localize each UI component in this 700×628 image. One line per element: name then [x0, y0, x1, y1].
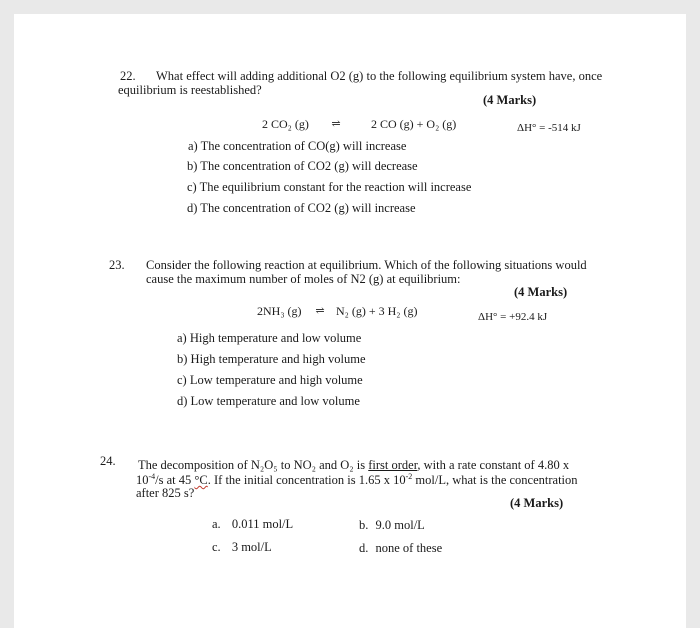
answer-option[interactable]: b) High temperature and high volume — [177, 352, 366, 366]
answer-option[interactable]: a) The concentration of CO(g) will increase — [188, 139, 407, 153]
underlined-term: first order — [368, 458, 418, 472]
answer-option[interactable]: c) The equilibrium constant for the reaction will increase — [187, 180, 472, 194]
answer-option[interactable]: d) The concentration of CO2 (g) will increase — [187, 201, 416, 215]
equilibrium-arrow-icon: ⇌ — [331, 118, 341, 130]
marks-label: (4 Marks) — [483, 93, 537, 107]
enthalpy-change: ΔH° = -514 kJ — [517, 122, 581, 134]
answer-option[interactable]: a. 0.011 mol/L — [212, 517, 294, 531]
question-number: 22. — [120, 69, 136, 83]
answer-option[interactable]: c. 3 mol/L — [212, 540, 272, 554]
question-text-line: $10^{-4}/s$ at 45 °C. If the initial concentration is 1.65 x $10^{-2}$ mol/L, what is the concentration — [136, 472, 578, 488]
answer-option[interactable]: d) Low temperature and low volume — [177, 394, 360, 408]
equation-reactants: 2 CO₂ (g) — [262, 117, 309, 131]
question-text-line: Consider the following reaction at equilibrium. Which of the following situations would — [146, 258, 587, 272]
question-text-line: cause the maximum number of moles of N2 (g) at equilibrium: — [146, 272, 461, 286]
spellcheck-mark: °C — [194, 473, 208, 488]
answer-option[interactable]: d. none of these — [359, 541, 443, 555]
answer-option[interactable]: b. 9.0 mol/L — [359, 518, 425, 532]
equation-products: 2 CO (g) + O₂ (g) — [371, 117, 457, 131]
question-text-line: The decomposition of N₂O₅ to NO₂ and O₂ is first order, with a rate constant of 4.80 x — [138, 458, 570, 472]
equation-products: N₂ (g) + 3 H₂ (g) — [336, 304, 418, 318]
equation-reactants: 2NH₃ (g) — [257, 304, 302, 318]
question-number: 23. — [109, 258, 125, 272]
enthalpy-change: ΔH° = +92.4 kJ — [478, 311, 548, 323]
question-number: 24. — [100, 454, 116, 468]
marks-label: (4 Marks) — [510, 496, 564, 510]
question-text-line: after 825 s? — [136, 486, 195, 500]
answer-option[interactable]: b) The concentration of CO2 (g) will decrease — [187, 159, 418, 173]
question-text-line: What effect will adding additional O2 (g) to the following equilibrium system have, once — [156, 69, 603, 83]
answer-option[interactable]: c) Low temperature and high volume — [177, 373, 363, 387]
question-text-line: equilibrium is reestablished? — [118, 83, 262, 97]
equilibrium-arrow-icon: ⇌ — [315, 305, 325, 317]
answer-option[interactable]: a) High temperature and low volume — [177, 331, 362, 345]
marks-label: (4 Marks) — [514, 285, 568, 299]
worksheet-page — [14, 14, 686, 628]
